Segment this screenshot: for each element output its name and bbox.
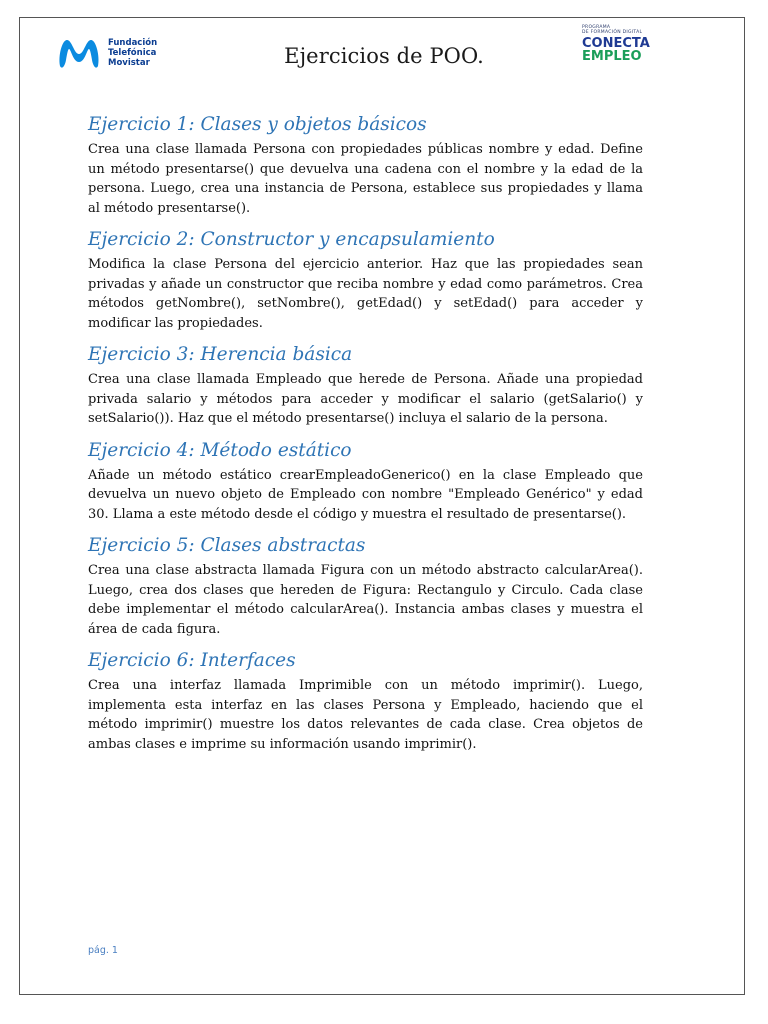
- document-title: Ejercicios de POO.: [284, 44, 484, 68]
- logo-left-line: Movistar: [108, 58, 150, 68]
- exercise-heading: Ejercicio 6: Interfaces: [88, 650, 296, 671]
- logo-left-line: Telefónica: [108, 48, 157, 58]
- exercise-section: [88, 229, 643, 333]
- exercise-body: Modifica la clase Persona del ejercicio anterior. Haz que las propiedades sean privadas y añade un constructor que reciba nombre y edad como parámetros. Crea métodos getNombre(), setNombre(), getEdad() y setEdad() para acceder y modificar las propiedades.: [88, 257, 643, 331]
- exercise-section: [88, 650, 643, 754]
- exercise-heading: Ejercicio 1: Clases y objetos básicos: [88, 114, 427, 135]
- exercise-heading: Ejercicio 3: Herencia básica: [88, 344, 353, 365]
- exercise-section: [88, 114, 643, 218]
- exercise-body: Crea una interfaz llamada Imprimible con un método imprimir(). Luego, implementa esta interfaz en las clases Persona y Empleado, haciendo que el método imprimir() muestre los datos relevantes de cada clase. Crea objetos de ambas clases e imprime su información usando imprimir().: [88, 678, 643, 752]
- page-number: pág. 1: [88, 945, 118, 956]
- exercise-body: Crea una clase llamada Empleado que herede de Persona. Añade una propiedad privada salario y métodos para acceder y modificar el salario (getSalario() y setSalario()). Haz que el método presentarse() incluya el salario de la persona.: [88, 372, 643, 426]
- exercise-body: Añade un método estático crearEmpleadoGenerico() en la clase Empleado que devuelva un nuevo objeto de Empleado con nombre "Empleado Genérico" y edad 30. Llama a este método desde el código y muestra el resultado de presentarse().: [88, 467, 643, 522]
- conecta-empleo-logo: [582, 25, 650, 63]
- exercise-heading: Ejercicio 4: Método estático: [88, 439, 352, 461]
- logo-right-small-line: DE FORMACIÓN DIGITAL: [582, 30, 643, 35]
- exercise-body: Crea una clase abstracta llamada Figura con un método abstracto calcularArea(). Luego, crea dos clases que hereden de Figura: Rectangulo y Circulo. Cada clase debe implementar el método calcularArea(). Instancia ambas clases y muestra el área de cada figura.: [88, 563, 643, 637]
- exercise-section: [88, 440, 643, 525]
- exercise-section: [88, 535, 643, 639]
- logo-right-empleo: EMPLEO: [582, 49, 642, 64]
- logo-left-line: Fundación: [108, 38, 158, 48]
- exercise-heading: Ejercicio 5: Clases abstractas: [88, 535, 366, 556]
- exercises-content: [88, 114, 643, 765]
- exercise-body: Crea una clase llamada Persona con propiedades públicas nombre y edad. Define un método presentarse() que devuelva una cadena con el nombre y la edad de la persona. Luego, crea una instancia de Persona, establece sus propiedades y llama al método presentarse().: [88, 142, 643, 216]
- exercise-heading: Ejercicio 2: Constructor y encapsulamiento: [88, 229, 495, 250]
- exercise-section: [88, 344, 643, 429]
- logo-right-small-line: PROGRAMA: [582, 25, 611, 30]
- logo-right-conecta: CONECTA: [582, 36, 650, 51]
